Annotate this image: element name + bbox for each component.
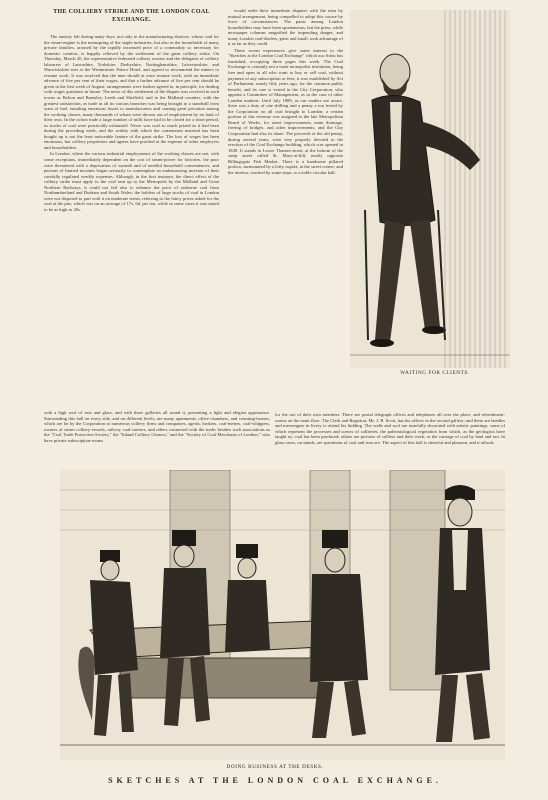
illustration-waiting-for-clients bbox=[350, 10, 510, 368]
caption-doing-business: DOING BUSINESS AT THE DESKS. bbox=[226, 764, 324, 770]
article-column-3: for the use of their own members. There are postal telegraph offices and telephones all over the place; and refreshment-rooms on the main floor. The Clerk and Registrar, Mr. J. B. Scott, has his offices in the second gallery; and there are beadles and messengers in livery to attend his bidding. The walls and roof are tastefully decorated with artistic paintings, some of which represent the processes and scenes of collieries, the paleontological vegetation from which, as the geologists have taught us, coal has been produced; others are pictures of colliers and their work, or the carriage of coal by land and sea. In glass cases, on stands, are specimens of coal and iron ore. The aspect of this hall is cheerful and pleasant, and it affords bbox=[275, 412, 505, 445]
article-headline: THE COLLIERY STRIKE AND THE LONDON COAL EXCHANGE. bbox=[53, 9, 210, 23]
article-paragraph: The anxiety felt during many days, not only in the manufacturing districts, whose coal for the steam-engine is the mainspring of the staple industries, but also in the households of many private families, aroused by the rapidly increased price of a commodity so necessary for domestic comfort, is happily relieved by the settlement of the great colliery strike. On Thursday, March 20, the representative federated colliery owners and the delegates of colliery labourers of Lancashire, Yorkshire, Derbyshire, Nottinghamshire, Leicestershire, and Warwickshire met at the Westminster Palace Hotel, and agreed to recommend the miners to resume work. It was resolved that the men should at once resume work, with an immediate advance of five per cent of their wages, and that a further advance of five per cent should be given in the first week of August; arrangements were further agreed to, in principle, for dealing with wages questions in future. The news of this settlement of the dispute was received in such towns as Bolton and Barnsley, Leeds and Sheffield, and in the Midland counties, with the greatest satisfaction, as trade in all its various branches was being brought to a standstill from want of fuel, entailing enormous losses to manufacturers and causing great privation among the working classes, many thousands of whom were thrown out of employment by no fault of their own. In the cotton trade a large number of mills have had to be closed for a short period, as stocks of coal were practically exhausted. Never was coal so much prized as it had been during the preceding week, and the avidity with which the commonest material has been bought up is not the least noticeable feature of the great strike. The loss of wages has been enormous, but colliery proprietors and agents have profited at the expense of other employers and householders. bbox=[44, 34, 219, 150]
article-paragraph: In London, where the various industrial employments of the working classes are not, with some exceptions, immediately dependent on the cost of steam-power for factories, the poor were threatened with a deprivation of warmth and of needful household conveniences; and persons of limited incomes began seriously to contemplate an embarrassing increase of their carefully regulated weekly expenses. Although, in the first instance, the direct effect of the colliery strike must apply to the coal sent up to the Metropolis by the Midland and Great Northern Railways, it could not fail also to enhance the price of seaborne coal from Northumberland and Durham and South Wales; the holders of large stocks of coal in London were not disposed to part with it on moderate terms, referring to the fancy prices asked for the coal at the pits, which was on an average of 17s. 6d. per ton, while in some cases it was stated to be as high as 20s. bbox=[44, 151, 219, 212]
page-title-sketches: SKETCHES AT THE LONDON COAL EXCHANGE. bbox=[108, 776, 442, 785]
article-paragraph: These recent experiences give some interest to the "Sketches at the London Coal Exchange" which our Artist has furnished, occupying three pages this week. The Coal Exchange is certainly not a trade monopolist institution, being free and open to all who want to buy or sell coal, without payment of any subscription or fees; it was established by Act of Parliament, nearly fifty years ago, for the common public benefit, and its care is vested in the City Corporation, who appoint a Committee of Management, as in the case of other London markets. Until July 1889, as our readers are aware, there was a duty of one shilling and a penny a ton levied by the Corporation on all coal brought to London; a certain portion of this revenue was assigned to the late Metropolitan Board of Works, for street improvements, main drainage, freeing of bridges, and other improvements, and the City Corporation had also its share. The proceeds of the old penny, during several years, were very properly devoted to the erection of the Coal Exchange building, which was opened in 1849. It stands in Lower Thames-street, at the bottom of the steep street called St. Mary-at-hill, nearly opposite Billingsgate Fish Market. There is a handsome pillared portico, surmounted by a lofty cupola, at the street corner; and the interior, reached by some steps, is a noble circular hall. bbox=[228, 47, 343, 175]
doing-business-engraving bbox=[60, 470, 505, 760]
caption-waiting-for-clients: WAITING FOR CLIENTS. bbox=[400, 370, 470, 376]
article-column-1-continued: with a high roof of iron and glass, and with three galleries all round it, presenting a light and elegant appearance. Surrounding this hall on every side, and on different levels, are many apartments, office-chambers, and counting-houses, which are let by the Corporation to numerous colliery firms and companies, agents, brokers, coal-meters, coal-whippers, owners of steam colliery-vessels, railway coal-carriers, and others connected with the trade; besides such associations as the "Coal Trade Protection Society," the "Inland Colliery Owners," and the "Society of Coal Merchants of London," who have private subscription-rooms bbox=[44, 410, 270, 443]
article-paragraph: would settle their immediate disputes with the men by mutual arrangement, being compelled to adopt this course by force of circumstances. The panic among London householders may have been spontaneous, but the press, while newspaper columns magnified the impending danger, and many London coal-dealers, great and small, took advantage of it as far as they could. bbox=[228, 8, 343, 47]
illustration-doing-business-at-desks bbox=[60, 470, 505, 760]
article-column-2 bbox=[228, 8, 343, 408]
article-column-1 bbox=[44, 34, 219, 409]
waiting-for-clients-engraving bbox=[350, 10, 510, 368]
